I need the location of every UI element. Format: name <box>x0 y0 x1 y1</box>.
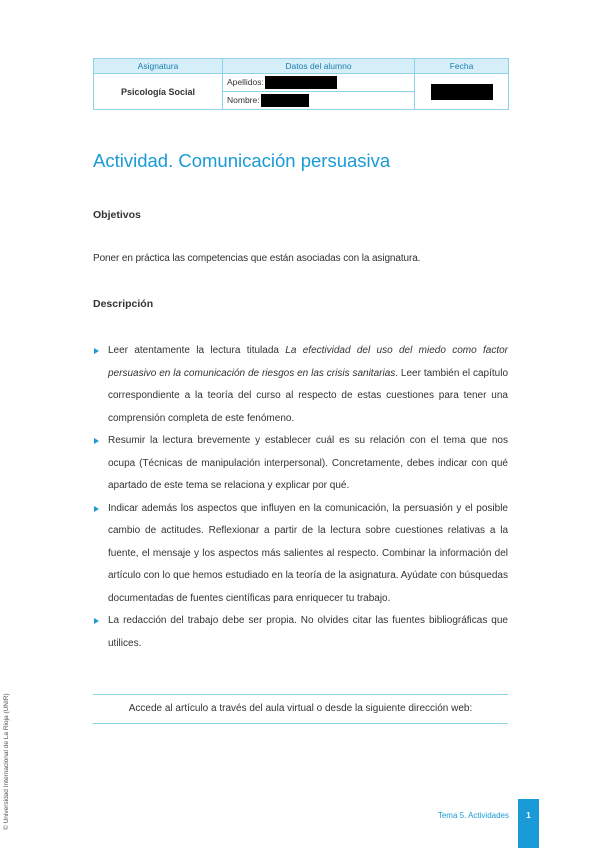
date-field <box>415 74 509 110</box>
description-list <box>93 340 508 655</box>
header-col-subject: Asignatura <box>94 59 223 74</box>
article-title: La efectividad del uso del miedo como factor persuasivo en la comunicación de riesgos en las crisis sanitarias <box>108 345 508 379</box>
header-table <box>93 58 509 110</box>
triangle-bullet-icon <box>94 618 99 624</box>
copyright-vertical: © Universidad Internacional de La Rioja (UNIR) <box>3 693 10 830</box>
objectives-heading: Objetivos <box>93 209 141 221</box>
surname-field <box>223 74 415 92</box>
triangle-bullet-icon <box>94 506 99 512</box>
page-title: Actividad. Comunicación persuasiva <box>93 150 391 171</box>
footer-section: Tema 5. Actividades <box>437 811 509 820</box>
subject-name: Psicología Social <box>94 74 223 110</box>
article-access-callout <box>93 694 508 724</box>
list-item: Resumir la lectura brevemente y establecer cuál es su relación con el tema que nos ocupa (Técnicas de manipulación interpersonal). Concretamente, debes indicar con qué apartado de este tema se relaciona y explicar por qué. <box>93 430 508 498</box>
triangle-bullet-icon <box>94 348 99 354</box>
surname-label: Apellidos: <box>227 76 264 87</box>
triangle-bullet-icon <box>94 438 99 444</box>
objectives-text: Poner en práctica las competencias que están asociadas con la asignatura. <box>93 253 421 264</box>
list-item: Indicar además los aspectos que influyen en la comunicación, la persuasión y el posible cambio de actitudes. Reflexionar a partir de la lectura sobre cuestiones relativas a la fuente, el mensaje y los aspectos más salientes al respecto. Combinar la información del artículo con lo que hemos estudiado en la teoría de la asignatura. Ayúdate con búsquedas documentadas de fuentes científicas para enriquecer tu trabajo. <box>93 498 508 611</box>
page-number-box <box>518 799 539 848</box>
surname-redaction <box>265 76 337 89</box>
callout-text: Accede al artículo a través del aula virtual o desde la siguiente dirección web: <box>128 703 473 714</box>
name-redaction <box>261 94 309 107</box>
name-field <box>223 92 415 110</box>
list-item: La redacción del trabajo debe ser propia. No olvides citar las fuentes bibliográficas que utilices. <box>93 610 508 655</box>
list-item: Leer atentamente la lectura titulada La efectividad del uso del miedo como factor persuasivo en la comunicación de riesgos en las crisis sanitarias. Leer también el capítulo correspondiente a la teoría del curso al respecto de estas cuestiones para tener una comprensión completa de este fenómeno. <box>93 340 508 430</box>
date-redaction <box>431 84 493 100</box>
header-col-student: Datos del alumno <box>223 59 415 74</box>
page-number: 1 <box>526 811 531 820</box>
name-label: Nombre: <box>227 94 260 105</box>
description-heading: Descripción <box>93 298 154 310</box>
header-col-date: Fecha <box>415 59 509 74</box>
